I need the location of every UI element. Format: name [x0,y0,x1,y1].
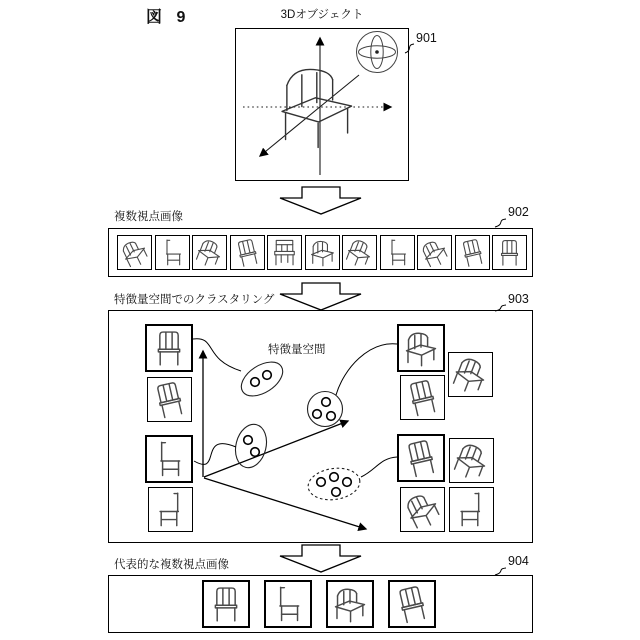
representative-thumb-2 [264,580,312,628]
object-3d-title: 3Dオブジェクト [280,9,364,21]
viewpoint-thumb-1 [117,235,152,270]
viewpoint-thumb-4 [230,235,265,270]
ref-902: 902 [508,205,529,219]
viewpoint-thumb-7 [342,235,377,270]
ref-901: 901 [416,31,437,45]
chair-sketch-icon [390,582,434,626]
viewpoint-thumb-6 [305,235,340,270]
ref-903: 903 [508,292,529,306]
clustering-label: 特徴量空間でのクラスタリング [114,294,275,306]
viewpoint-thumb-10 [455,235,490,270]
multi-view-label: 複数視点画像 [114,211,183,223]
cluster4-member3-thumb [449,487,494,532]
chair-sketch-icon [268,236,301,269]
chair-sketch-icon [399,436,443,480]
viewpoint-thumb-2 [155,235,190,270]
chair-sketch-icon [418,236,451,269]
viewpoint-thumb-9 [417,235,452,270]
viewpoint-thumbnail-row [109,229,532,276]
representative-thumb-3 [326,580,374,628]
down-arrow-icon [280,545,361,572]
leader-902 [495,219,506,227]
representative-thumbnail-row [109,576,532,632]
chair-sketch-icon [118,236,151,269]
figure-number: 図 9 [146,9,191,26]
chair-sketch-icon [456,236,489,269]
viewpoint-thumb-5 [267,235,302,270]
chair-sketch-icon [156,236,189,269]
object-3d-box [235,28,409,181]
cluster4-member-thumb [449,438,494,483]
chair-sketch-icon [450,488,493,531]
chair-sketch-icon [343,236,376,269]
down-arrow-icon [280,283,361,310]
representative-views-box [108,575,533,633]
viewpoint-thumb-3 [192,235,227,270]
chair-sketch-icon [193,236,226,269]
representative-thumb-4 [388,580,436,628]
chair-sketch-icon [493,236,526,269]
representative-thumb-1 [202,580,250,628]
cluster4-member2-thumb [400,487,445,532]
feature-space-label: 特徴量空間 [268,344,326,356]
multi-view-strip-box [108,228,533,277]
leader-904 [495,568,506,575]
viewpoint-thumb-8 [380,235,415,270]
cluster4-representative-thumb [397,434,445,482]
chair-sketch-icon [401,488,444,531]
chair-sketch-icon [266,582,310,626]
down-arrow-icon [280,187,361,214]
chair-sketch-icon [328,582,372,626]
chair-sketch-icon [204,582,248,626]
representative-label: 代表的な複数視点画像 [114,559,229,571]
chair-sketch-icon [231,236,264,269]
chair-sketch-icon [306,236,339,269]
chair-sketch-icon [381,236,414,269]
chair-sketch-icon [450,439,493,482]
viewpoint-thumb-11 [492,235,527,270]
ref-904: 904 [508,554,529,568]
